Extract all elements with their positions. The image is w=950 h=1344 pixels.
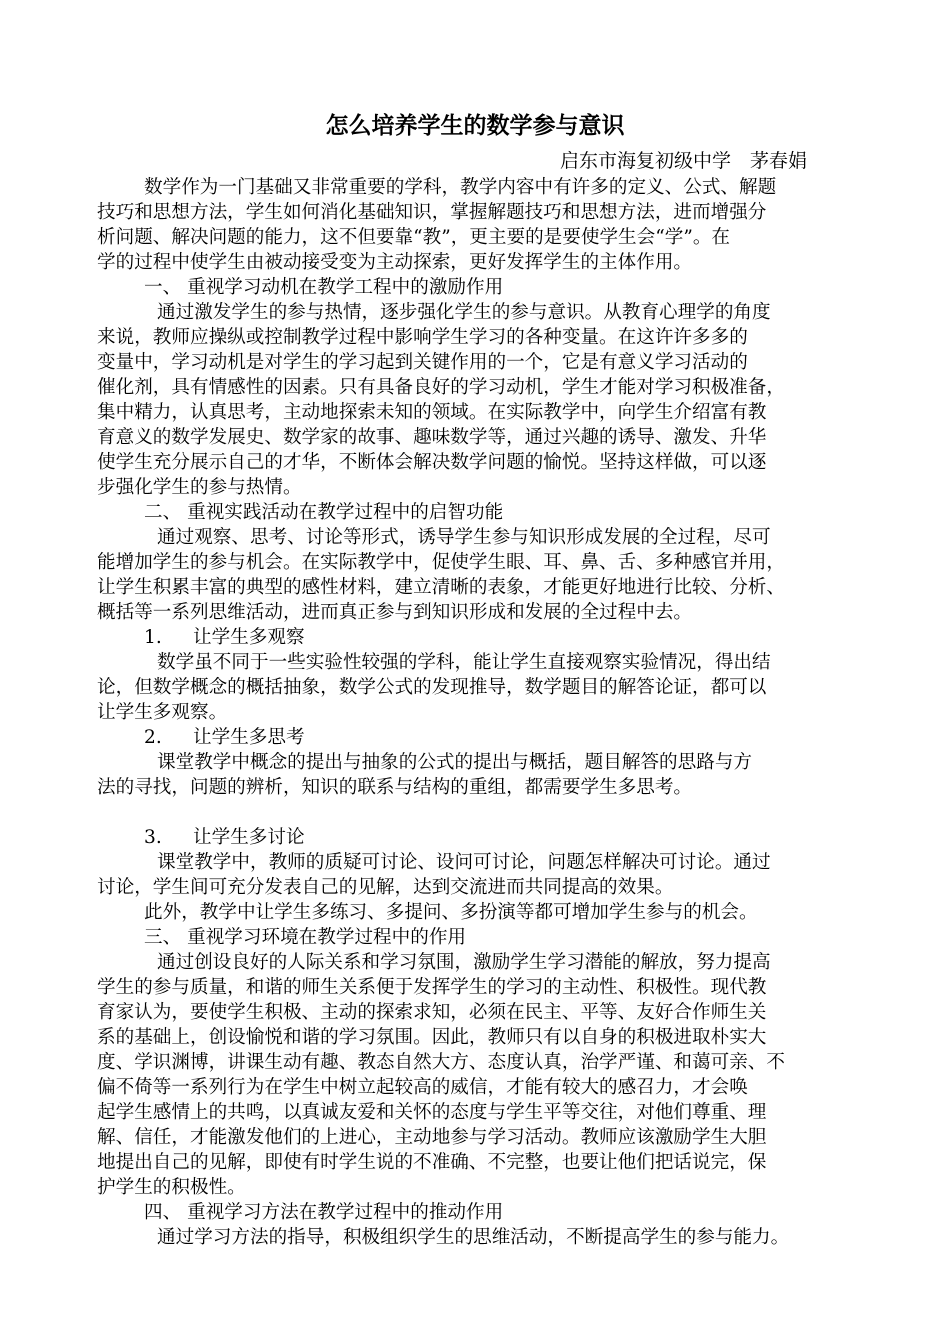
paragraph-line: 来说，教师应操纵或控制教学过程中影响学生学习的各种变量。在这许许多多的 [97,327,748,348]
paragraph-line: 学的过程中使学生由被动接受变为主动探索，更好发挥学生的主体作用。 [97,252,693,273]
paragraph-line: 析问题、解决问题的能力，这不但要靠“教”，更主要的是要使学生会“学”。在 [97,227,731,248]
section-heading: 三、 重视学习环境在教学过程中的作用 [144,927,467,948]
section-heading: 一、 重视学习动机在教学工程中的激励作用 [144,277,504,298]
paragraph-line: 变量中，学习动机是对学生的学习起到关键作用的一个，它是有意义学习活动的 [97,352,748,373]
paragraph-line: 让学生多观察。 [97,702,228,723]
paragraph-line: 解、信任，才能激发他们的上进心，主动地参与学习活动。教师应该激励学生大胆 [97,1127,767,1148]
document-title: 怎么培养学生的数学参与意识 [325,112,625,139]
list-item-heading [144,825,305,850]
paragraph-line: 让学生积累丰富的典型的感性材料，建立清晰的表象，才能更好地进行比较、分析、 [97,577,785,598]
paragraph-line: 能增加学生的参与机会。在实际教学中，促使学生眼、耳、鼻、舌、多种感官并用， [97,552,785,573]
list-item-heading [144,625,305,650]
list-item-label: 让学生多讨论 [193,827,305,848]
paragraph-line: 育家认为，要使学生积极、主动的探索求知，必须在民主、平等、友好合作师生关 [97,1002,767,1023]
paragraph-line: 通过学习方法的指导，积极组织学生的思维活动，不断提高学生的参与能力。 [157,1227,790,1248]
paragraph-line: 数学虽不同于一些实验性较强的学科，能让学生直接观察实验情况，得出结 [157,652,771,673]
section-heading: 二、 重视实践活动在教学过程中的启智功能 [144,502,504,523]
paragraph-line: 技巧和思想方法，学生如何消化基础知识，掌握解题技巧和思想方法，进而增强分 [97,202,767,223]
list-number: 2. [144,727,162,748]
paragraph-line: 步强化学生的参与热情。 [97,477,302,498]
paragraph-line: 起学生感情上的共鸣，以真诚友爱和关怀的态度与学生平等交往，对他们尊重、理 [97,1102,767,1123]
paragraph-line: 育意义的数学发展史、数学家的故事、趣味数学等，通过兴趣的诱导、激发、升华 [97,427,767,448]
list-item-heading [144,725,305,750]
list-number: 1. [144,627,162,648]
paragraph-line: 偏不倚等一系列行为在学生中树立起较高的威信，才能有较大的感召力，才会唤 [97,1077,748,1098]
list-number: 3. [144,827,162,848]
paragraph-line: 通过观察、思考、讨论等形式，诱导学生参与知识形成发展的全过程，尽可 [157,527,771,548]
paragraph-line: 法的寻找，问题的辨析，知识的联系与结构的重组，都需要学生多思考。 [97,777,693,798]
paragraph-line: 催化剂，具有情感性的因素。只有具备良好的学习动机，学生才能对学习积极准备， [97,377,785,398]
paragraph-line: 系的基础上，创设愉悦和谐的学习氛围。因此，教师只有以自身的积极进取朴实大 [97,1027,767,1048]
paragraph-line: 度、学识渊博，讲课生动有趣、教态自然大方、态度认真，治学严谨、和蔼可亲、不 [97,1052,785,1073]
paragraph-line: 集中精力，认真思考，主动地探索未知的领域。在实际教学中，向学生介绍富有教 [97,402,767,423]
paragraph-line: 概括等一系列思维活动，进而真正参与到知识形成和发展的全过程中去。 [97,602,693,623]
section-heading: 四、 重视学习方法在教学过程中的推动作用 [144,1202,504,1223]
paragraph-line: 通过激发学生的参与热情，逐步强化学生的参与意识。从教育心理学的角度 [157,302,771,323]
paragraph-line: 讨论，学生间可充分发表自己的见解，达到交流进而共同提高的效果。 [97,877,674,898]
paragraph-line: 使学生充分展示自己的才华，不断体会解决数学问题的愉悦。坚持这样做，可以逐 [97,452,767,473]
paragraph-line: 课堂教学中，教师的质疑可讨论、设问可讨论，问题怎样解决可讨论。通过 [157,852,771,873]
paragraph-line: 数学作为一门基础又非常重要的学科，教学内容中有许多的定义、公式、解题 [144,177,777,198]
paragraph-line: 通过创设良好的人际关系和学习氛围，激励学生学习潜能的解放，努力提高 [157,952,771,973]
paragraph-line: 学生的参与质量，和谐的师生关系便于发挥学生的学习的主动性、积极性。现代教 [97,977,767,998]
list-item-label: 让学生多思考 [193,727,305,748]
list-item-label: 让学生多观察 [193,627,305,648]
paragraph-line: 论，但数学概念的概括抽象，数学公式的发现推导，数学题目的解答论证，都可以 [97,677,767,698]
paragraph-line: 课堂教学中概念的提出与抽象的公式的提出与概括，题目解答的思路与方 [157,752,753,773]
paragraph-line: 护学生的积极性。 [97,1177,246,1198]
paragraph-line: 此外，教学中让学生多练习、多提问、多扮演等都可增加学生参与的机会。 [144,902,758,923]
author-byline: 启东市海复初级中学 茅春娟 [560,150,808,172]
paragraph-line: 地提出自己的见解，即使有时学生说的不准确、不完整，也要让他们把话说完，保 [97,1152,767,1173]
